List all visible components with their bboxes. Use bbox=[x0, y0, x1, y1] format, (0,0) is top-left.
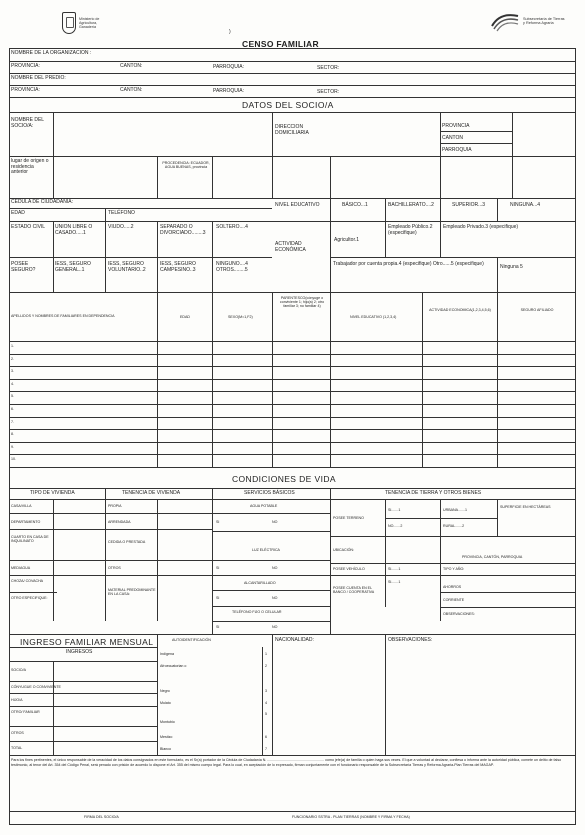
familiar-row-number: 4. bbox=[11, 381, 14, 386]
edu-basico: BÁSICO...1 bbox=[342, 202, 368, 208]
col-familiares-nombres: APELLIDOS Y NOMBRES DE FAMILIARES EN DEPENDENCIA bbox=[11, 314, 115, 318]
predio-canton-label: CANTON: bbox=[120, 87, 143, 93]
seguro-campesino: IESS, SEGURO CAMPESINO..3 bbox=[160, 261, 196, 273]
act-trabajador: Trabajador por cuenta propia.4 (especifique) Otro......5 (especifique) bbox=[333, 261, 484, 267]
firma-socio-label: FIRMA DEL SOCIO/A bbox=[84, 815, 119, 819]
autoid-label: AUTOIDENTIFICACIÓN bbox=[172, 638, 211, 642]
col-actividad: ACTIVIDAD ECONOMICA(1,2,3,4,5,6) bbox=[429, 308, 491, 312]
alc-no: NO bbox=[272, 596, 278, 600]
terreno-si: SI.......1 bbox=[388, 508, 401, 512]
etnia-num-3: 3 bbox=[265, 689, 267, 693]
posee-terreno: POSEE TERRENO bbox=[333, 516, 364, 520]
section-ingreso: INGRESO FAMILIAR MENSUAL bbox=[20, 637, 154, 647]
cuenta-si: SI.......1 bbox=[388, 580, 401, 584]
dir-canton-label: CANTON bbox=[442, 135, 464, 141]
vehiculo-tipo-anio: TIPO Y AÑO: bbox=[443, 567, 465, 571]
etnia-num-1: 1 bbox=[265, 652, 267, 656]
firma-funcionario-label: FUNCIONARIO SSTRA - PLAN TIERRAS (NOMBRE Y FIRMA Y FECHA) bbox=[292, 815, 410, 819]
cedula-label: CÉDULA DE CIUDADANÍA: bbox=[11, 199, 73, 205]
ing-hijo: HIJO/A bbox=[11, 698, 23, 702]
predio-name-label: NOMBRE DEL PREDIO: bbox=[11, 75, 66, 81]
procedencia-note: PROCEDENCIA: ECUADOR, AGUA BUENAS, provincia bbox=[162, 161, 210, 170]
estado-soltero: SOLTERO....4 bbox=[216, 224, 248, 230]
agua-si: SI bbox=[216, 520, 220, 524]
familiar-row-number: 10. bbox=[11, 457, 16, 462]
vehiculo-si: SI.......1 bbox=[388, 567, 401, 571]
lugar-origen-label: lugar de origen o residencia anterior bbox=[11, 158, 49, 176]
act-ninguna: Ninguna 5 bbox=[500, 264, 523, 270]
familiar-row-number: 6. bbox=[11, 407, 14, 411]
terreno-urbana: URBANA.......1 bbox=[443, 508, 467, 512]
form-title: CENSO FAMILIAR bbox=[242, 39, 319, 49]
estado-separado: SEPARADO O DIVORCIADO........3 bbox=[160, 224, 206, 236]
ten-material: MATERIAL PREDOMINANTE EN LA CASA: bbox=[108, 588, 156, 597]
etnia-montubio: Montubio bbox=[160, 720, 175, 724]
title-mark: ) bbox=[229, 29, 231, 35]
act-agricultor: Agricultor.1 bbox=[334, 237, 360, 243]
hdr-tenencia-vivienda: TENENCIA DE VIVIENDA bbox=[122, 490, 181, 496]
luz-si: SI bbox=[216, 566, 220, 570]
viv-cuarto: CUARTO EN CASA DE INQUILINATO bbox=[11, 535, 49, 544]
ingresos-label: INGRESOS bbox=[66, 649, 93, 655]
ten-propia: PROPIA bbox=[108, 504, 122, 508]
familiar-row-number: 5. bbox=[11, 394, 14, 399]
socio-name-label: NOMBRE DEL SOCIO/A: bbox=[11, 117, 44, 129]
terreno-superficie: SUPERFICIE EN HECTÁREAS bbox=[500, 505, 551, 509]
seguro-general: IESS, SEGURO GENERAL..1 bbox=[55, 261, 91, 273]
nacionalidad-label: NACIONALIDAD: bbox=[275, 637, 314, 643]
viv-departamento: DEPARTAMENTO bbox=[11, 520, 41, 524]
familiar-row-number: 9. bbox=[11, 444, 14, 449]
alc-si: SI bbox=[216, 596, 220, 600]
cuenta-ahorros: AHORROS bbox=[443, 585, 462, 589]
vida-observaciones: OBSERVACIONES: bbox=[443, 612, 475, 616]
section-datos-socio: DATOS DEL SOCIO/A bbox=[242, 100, 334, 110]
ten-otros: OTROS bbox=[108, 566, 121, 570]
etnia-num-6: 6 bbox=[265, 735, 267, 739]
viv-choza: CHOZA/ COVACHA bbox=[11, 579, 44, 583]
etnia-num-4: 4 bbox=[265, 701, 267, 705]
predio-sector-label: SECTOR: bbox=[317, 89, 340, 95]
act-empleado-privado: Empleado Privado.3 (especifique) bbox=[443, 224, 519, 230]
dir-provincia-label: PROVINCIA bbox=[442, 123, 470, 129]
seguro-ninguno: NINGUNO....4 OTROS........5 bbox=[216, 261, 248, 273]
declaracion-text: Para los fines pertinentes, el único responsable de la veracidad de los datos consignados en este formulario, es el Sr(a) portador de la Cédula de Ciudadanía N. ......................................................... como jefe(a) de familia o quien haga sus veces. El que a voluntad al declarar, confiesa o informa ante la autoridad pública, comete un delito de falso testimonio, al tenor del Art. 354 del Código Penal, será penado con prisión de acuerdo lo dispone el Art. 355 del mismo cuerpo legal. Para lo cual, en aceptación de lo expresado, firman conjuntamente con el funcionario responsable de la Subsecretaría Tierras y Reforma Agraria-Plan Tierras del MAGAP. bbox=[11, 758, 562, 768]
ing-otro-familiar: OTRO/ FAMILIAR bbox=[11, 710, 40, 714]
familiar-row-number: 7. bbox=[11, 419, 14, 424]
viv-casa-villa: CASA/VILLA bbox=[11, 504, 32, 508]
col-parentesco: PARENTESCO(cónyuge o conviviente 1; hijo(a) 2; otro familiar 3; no familiar 4) bbox=[279, 296, 325, 309]
etnia-mulato: Mulato bbox=[160, 701, 171, 705]
predio-provincia-label: PROVINCIA: bbox=[11, 87, 40, 93]
act-empleado-publico: Empleado Público.2 (especifique) bbox=[388, 224, 433, 236]
ing-otros: OTROS bbox=[11, 731, 24, 735]
hdr-servicios: SERVICIOS BÁSICOS bbox=[244, 490, 295, 496]
ubicacion: UBICACIÓN: bbox=[333, 548, 354, 552]
posee-seguro-label: POSEE SEGURO? bbox=[11, 261, 36, 273]
serv-alcantarillado: ALCANTARILLADO bbox=[244, 581, 276, 585]
org-name-label: NOMBRE DE LA ORGANIZACION : bbox=[11, 50, 92, 56]
dir-parroquia-label: PARROQUIA bbox=[442, 147, 472, 153]
col-nivel-educativo: NIVEL EDUCATIVO (1,2,3,4) bbox=[350, 315, 397, 319]
ten-cedida: CEDIDA O PRESTADA bbox=[108, 540, 146, 544]
ministry-logo-right bbox=[490, 10, 565, 32]
etnia-indigena: Indígena bbox=[160, 652, 174, 656]
direccion-label: DIRECCION DOMICILIARIA bbox=[275, 124, 309, 136]
nivel-educativo-label: NIVEL EDUCATIVO bbox=[275, 202, 320, 208]
luz-no: NO bbox=[272, 566, 278, 570]
ing-total: TOTAL bbox=[11, 746, 23, 750]
edu-bachillerato: BACHILLERATO....2 bbox=[388, 202, 434, 208]
col-seguro: SEGURO AFILIADO bbox=[520, 308, 554, 312]
serv-agua: AGUA POTABLE bbox=[250, 504, 278, 508]
etnia-negro: Negro bbox=[160, 689, 170, 693]
viv-mediagua: MEDIAGUA bbox=[11, 566, 31, 570]
familiar-row-number: 2. bbox=[11, 356, 14, 361]
edad-label: EDAD bbox=[11, 210, 25, 216]
posee-cuenta: POSEE CUENTA EN EL BANCO / COOPERATIVA bbox=[333, 586, 375, 595]
etnia-num-7: 7 bbox=[265, 747, 267, 751]
col-sexo: SEXO(M=1,F2) bbox=[228, 315, 253, 319]
ten-arrendada: ARRENDADA bbox=[108, 520, 131, 524]
edu-ninguna: NINGUNA...4 bbox=[510, 202, 541, 208]
wave-logo-icon bbox=[490, 10, 520, 32]
telefono-label: TELÉFONO bbox=[108, 210, 135, 216]
coat-of-arms-icon bbox=[62, 12, 76, 34]
seguro-voluntario: IESS, SEGURO VOLUNTARIO..2 bbox=[108, 261, 146, 273]
org-canton-label: CANTON: bbox=[120, 63, 143, 69]
etnia-afro: Afroecuatorian o bbox=[160, 664, 187, 668]
posee-vehiculo: POSEE VEHÍCULO bbox=[333, 567, 365, 571]
familiar-row-number: 1. bbox=[11, 344, 14, 348]
prov-canton-parroquia: PROVINCIA, CANTÓN, PARROQUIA bbox=[462, 555, 523, 559]
hdr-tipo-vivienda: TIPO DE VIVIENDA bbox=[30, 490, 75, 496]
org-provincia-label: PROVINCIA: bbox=[11, 63, 40, 69]
actividad-label: ACTIVIDAD ECONÓMICA bbox=[275, 241, 306, 253]
etnia-num-2: 2 bbox=[265, 664, 267, 668]
ministry-name-right: Subsecretaría de Tierras y Reforma Agraria bbox=[523, 16, 565, 25]
viv-otro: OTRO ESPECIFIQUE: bbox=[11, 596, 48, 600]
tel-si: SI bbox=[216, 625, 220, 629]
serv-telefono: TELÉFONO FIJO O CELULAR bbox=[232, 610, 282, 614]
section-condiciones-vida: CONDICIONES DE VIDA bbox=[232, 474, 336, 484]
familiar-row-number: 8. bbox=[11, 432, 14, 437]
ministry-name-left: Ministerio de Agricultura, Ganadería bbox=[79, 17, 100, 29]
hdr-tenencia-tierra: TENENCIA DE TIERRA Y OTROS BIENES bbox=[385, 490, 482, 496]
serv-luz: LUZ ELÉCTRICA bbox=[252, 548, 280, 552]
estado-union: UNION LIBRE O CASADO.....1 bbox=[55, 224, 93, 236]
etnia-mestizo: Mestizo bbox=[160, 735, 173, 739]
org-parroquia-label: PARROQUIA: bbox=[213, 64, 245, 70]
estado-viudo: VIUDO.....2 bbox=[108, 224, 134, 230]
col-edad: EDAD bbox=[180, 315, 190, 319]
predio-parroquia-label: PARROQUIA: bbox=[213, 88, 245, 94]
ing-conyuge: CÓNYUGUE O CONVIVIENTE bbox=[11, 685, 61, 689]
agua-no: NO bbox=[272, 520, 278, 524]
ministry-logo-left bbox=[62, 12, 115, 34]
tel-no: NO bbox=[272, 625, 278, 629]
cuenta-corriente: CORRIENTE bbox=[443, 598, 465, 602]
terreno-rural: RURAL.......2 bbox=[443, 524, 465, 528]
ing-socio: SOCIO/A bbox=[11, 668, 26, 672]
form-header bbox=[10, 8, 575, 49]
etnia-blanco: Blanco bbox=[160, 747, 171, 751]
terreno-no: NO.......2 bbox=[388, 524, 403, 528]
edu-superior: SUPERIOR...3 bbox=[452, 202, 486, 208]
org-sector-label: SECTOR: bbox=[317, 65, 340, 71]
form-frame bbox=[9, 48, 576, 825]
familiar-row-number: 3. bbox=[11, 369, 14, 374]
estado-civil-label: ESTADO CIVIL bbox=[11, 224, 46, 230]
ingreso-observaciones: OBSERVACIONES: bbox=[388, 637, 433, 643]
etnia-num-5: 5 bbox=[265, 712, 267, 716]
